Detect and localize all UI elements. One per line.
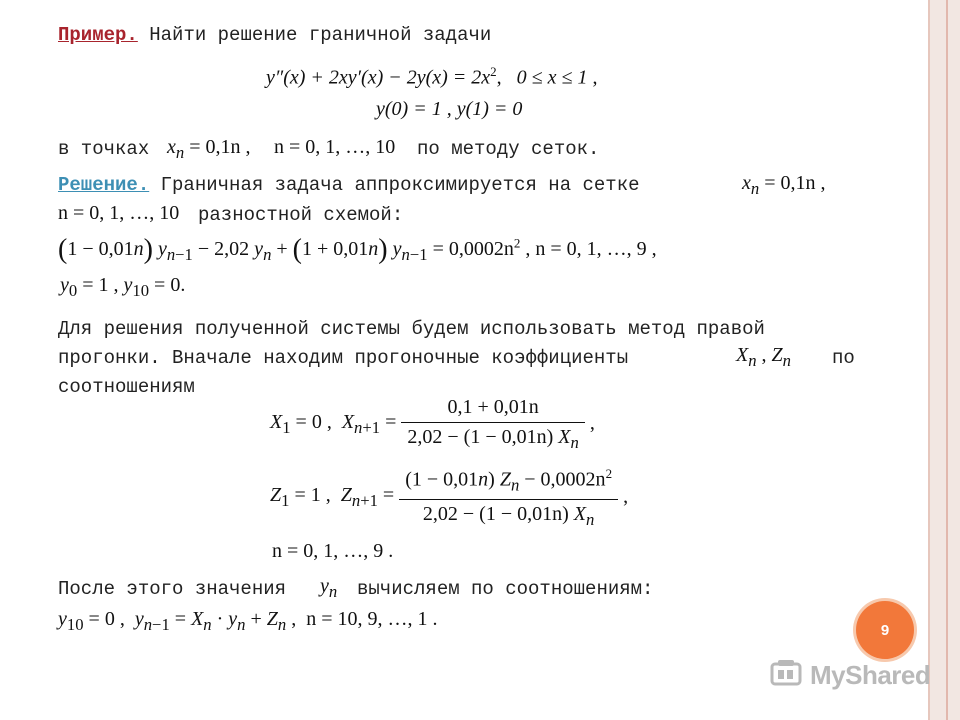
z-denominator: 2,02 − (1 − 0,01n) — [422, 502, 569, 525]
decorative-side-line — [946, 0, 948, 720]
scheme-n-range: , n = 0, 1, …, 9 , — [525, 238, 657, 260]
z-fraction: $\frac{(1 - 0,01n) Z_n - 0,0002n^2}{2,02 - (1 - 0,01n) X_n}$ — [399, 466, 618, 530]
example-text: Найти решение граничной задачи — [149, 24, 492, 46]
z-numerator-tail: − 0,0002n — [524, 468, 606, 491]
scheme-left: − 2,02 — [197, 238, 250, 260]
z-coefficient: $Z_1 = 1$ , $Z_{n+1}$ = $\frac{(1 - 0,01n) Z_n - 0,0002n^2}{2,02 - (1 - 0,01n) X_n}$ , — [270, 466, 629, 529]
example-line — [58, 24, 491, 46]
paragraph-line2-end: по — [832, 347, 855, 369]
solution-grid-rhs: = 0,1n , — [764, 172, 826, 194]
points-n-range: n = 0, 1, …, 10 — [274, 136, 396, 158]
boundary-conditions — [376, 98, 522, 121]
scheme-boundary: $y_0 = 1$ , $y_{10} = 0$. — [60, 274, 186, 300]
scheme-y10: = 0 — [154, 274, 181, 296]
x1-value: = 0 , — [295, 411, 332, 433]
final-formulas: $y_{10} = 0$ , $y_{n-1} = X_n \cdot y_n + Z_n$ , n = 10, 9, …, 1 . — [58, 608, 438, 634]
after-yn: $y_n$ — [320, 575, 338, 601]
solution-text: Граничная задача аппроксимируется на сетке — [160, 174, 640, 196]
paragraph-line1: Для решения полученной системы будем использовать метод правой — [58, 318, 765, 340]
points-xn-rhs: = 0,1n , — [189, 136, 251, 158]
scheme-rhs: = 0,0002n — [432, 238, 514, 260]
after-text2: вычисляем по соотношениям: — [357, 578, 654, 600]
x-fraction: $\frac{0,1 + 0,01n}{2,02 - (1 - 0,01n) X_n}$ — [401, 396, 584, 453]
solution-line — [58, 174, 640, 196]
paragraph-line2: прогонки. Вначале находим прогоночные коэффициенты — [58, 347, 629, 369]
points-xn: $x_n = 0,1n$ , — [167, 136, 251, 162]
boundary-text: y(0) = 1 , y(1) = 0 — [376, 98, 523, 120]
scheme-bc-dot: . — [180, 274, 186, 296]
scheme-exp: 2 — [513, 235, 521, 251]
points-prefix: в точках — [58, 138, 150, 160]
watermark — [770, 657, 930, 693]
ode-exponent: 2 — [490, 64, 497, 79]
example-label: Пример. — [58, 24, 138, 46]
x-coefficient: $X_1 = 0$ , $X_{n+1}$ = $\frac{0,1 + 0,01n}{2,02 - (1 - 0,01n) X_n}$ , — [270, 396, 595, 452]
z1-value: = 1 , — [294, 484, 331, 507]
paragraph-line3: соотношениям — [58, 376, 195, 398]
x-numerator: 0,1 + 0,01n — [401, 396, 584, 423]
solution-n-range: n = 0, 1, …, 10 — [58, 202, 180, 224]
solution-line2-text: разностной схемой: — [198, 204, 404, 226]
decorative-side-strip — [928, 0, 960, 720]
final-n-range: n = 10, 9, …, 1 . — [306, 608, 438, 630]
points-suffix: по методу сеток. — [417, 138, 600, 160]
page-number-badge: 9 — [856, 601, 914, 659]
scheme-y0: = 1 , — [82, 274, 119, 296]
solution-grid: $x_n = 0,1n$ , — [742, 172, 826, 198]
watermark-text: MyShared — [810, 659, 931, 690]
difference-scheme: (1 − 0,01n) $y_{n-1} - 2,02$ $y_n + (1 + 0,01n) y_{n-1} = 0,0002n^2$ , n = 0, 1, …, 9 , — [58, 234, 657, 265]
after-text1: После этого значения — [58, 578, 287, 600]
x-denominator: 2,02 − (1 − 0,01n) — [407, 426, 554, 448]
solution-label: Решение. — [58, 174, 150, 196]
ode-range: 0 ≤ x ≤ 1 — [516, 66, 588, 89]
paragraph-coeffs: $X_n$ , $Z_n$ — [736, 344, 791, 370]
myshared-logo-icon — [770, 658, 804, 693]
ode-equation: $y''(x) + 2xy'(x) - 2y(x) = 2x^2$, 0 ≤ x ≤ 1 , — [266, 64, 598, 89]
ode-lhs: y″(x) + 2xy′(x) − 2y(x) = 2x — [266, 66, 491, 89]
coefficients-n-range: n = 0, 1, …, 9 . — [272, 540, 394, 562]
final-y10: = 0 , — [88, 608, 125, 630]
